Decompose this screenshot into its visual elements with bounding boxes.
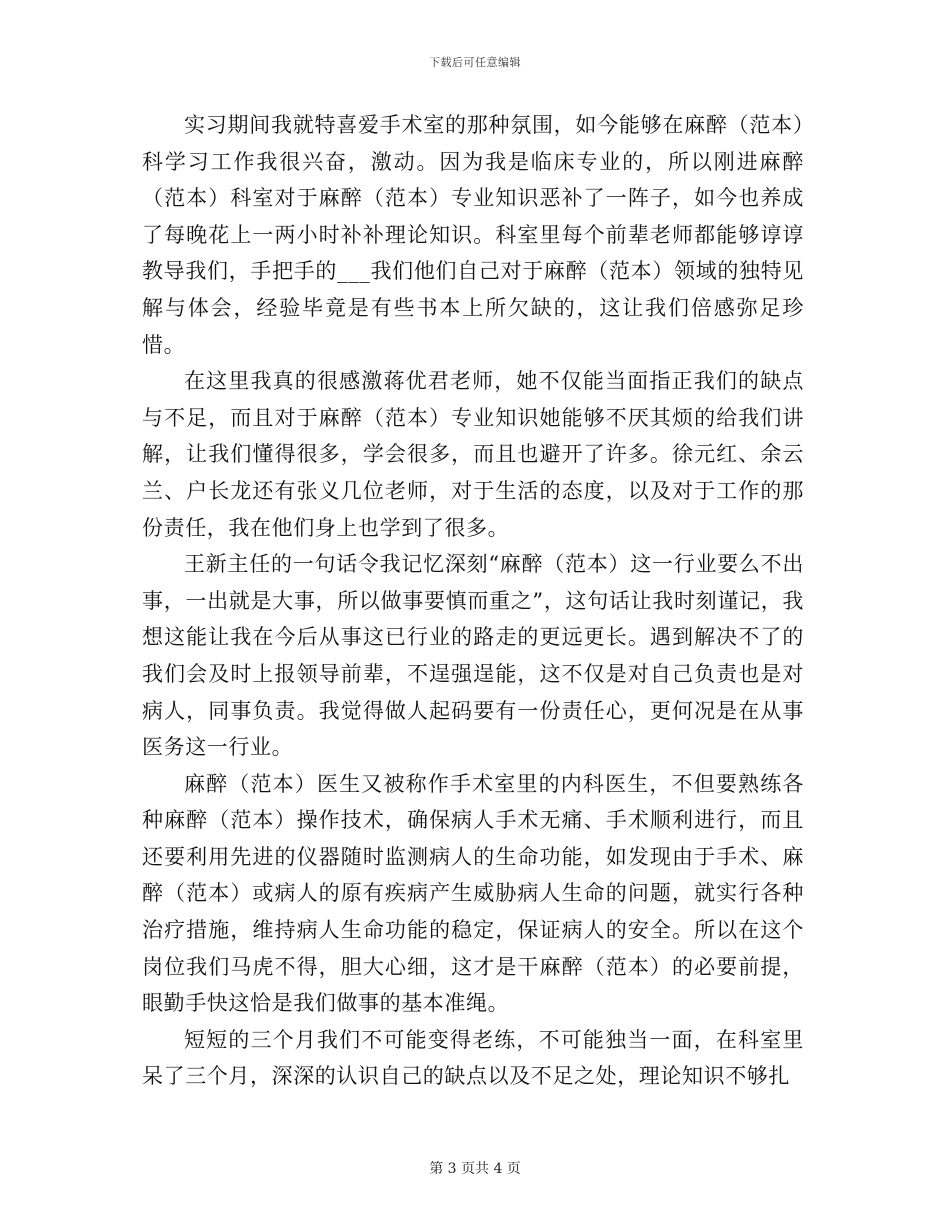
page-header: 下载后可任意编辑 (429, 56, 521, 69)
paragraph-5: 短短的三个月我们不可能变得老练，不可能独当一面，在科室里呆了三个月，深深的认识自己的缺点以及不足之处，理论知识不够扎 (142, 1027, 804, 1089)
page-number-footer: 第 3 页共 4 页 (429, 1161, 521, 1177)
document-body (142, 107, 804, 1095)
paragraph-4: 麻醉（范本）医生又被称作手术室里的内科医生，不但要熟练各种麻醉（范本）操作技术，确保病人手术无痛、手术顺利进行，而且还要利用先进的仪器随时监测病人的生命功能，如发现由于手术、麻醉（范本）或病人的原有疾病产生威胁病人生命的问题，就实行各种治疗措施，维持病人生命功能的稳定，保证病人的安全。所以在这个岗位我们马虎不得，胆大心细，这才是干麻醉（范本）的必要前提，眼勤手快这恰是我们做事的基本准绳。 (142, 771, 804, 1016)
paragraph-2: 在这里我真的很感激蒋优君老师，她不仅能当面指正我们的缺点与不足，而且对于麻醉（范本）专业知识她能够不厌其烦的给我们讲解，让我们懂得很多，学会很多，而且也避开了许多。徐元红、余云兰、户长龙还有张义几位老师，对于生活的态度，以及对于工作的那份责任，我在他们身上也学到了很多。 (142, 369, 804, 540)
paragraph-1: 实习期间我就特喜爱手术室的那种氛围，如今能够在麻醉（范本）科学习工作我很兴奋，激动。因为我是临床专业的，所以刚进麻醉（范本）科室对于麻醉（范本）专业知识恶补了一阵子，如今也养成了每晚花上一两小时补补理论知识。科室里每个前辈老师都能够谆谆教导我们，手把手的___我们他们自己对于麻醉（范本）领域的独特见解与体会，经验毕竟是有些书本上所欠缺的，这让我们倍感弥足珍惜。 (142, 113, 804, 357)
paragraph-3: 王新主任的一句话令我记忆深刻“麻醉（范本）这一行业要么不出事，一出就是大事，所以做事要慎而重之”，这句话让我时刻谨记，我想这能让我在今后从事这已行业的路走的更远更长。遇到解决不了的我们会及时上报领导前辈，不逞强逞能，这不仅是对自己负责也是对病人，同事负责。我觉得做人起码要有一份责任心，更何况是在从事医务这一行业。 (142, 552, 804, 760)
